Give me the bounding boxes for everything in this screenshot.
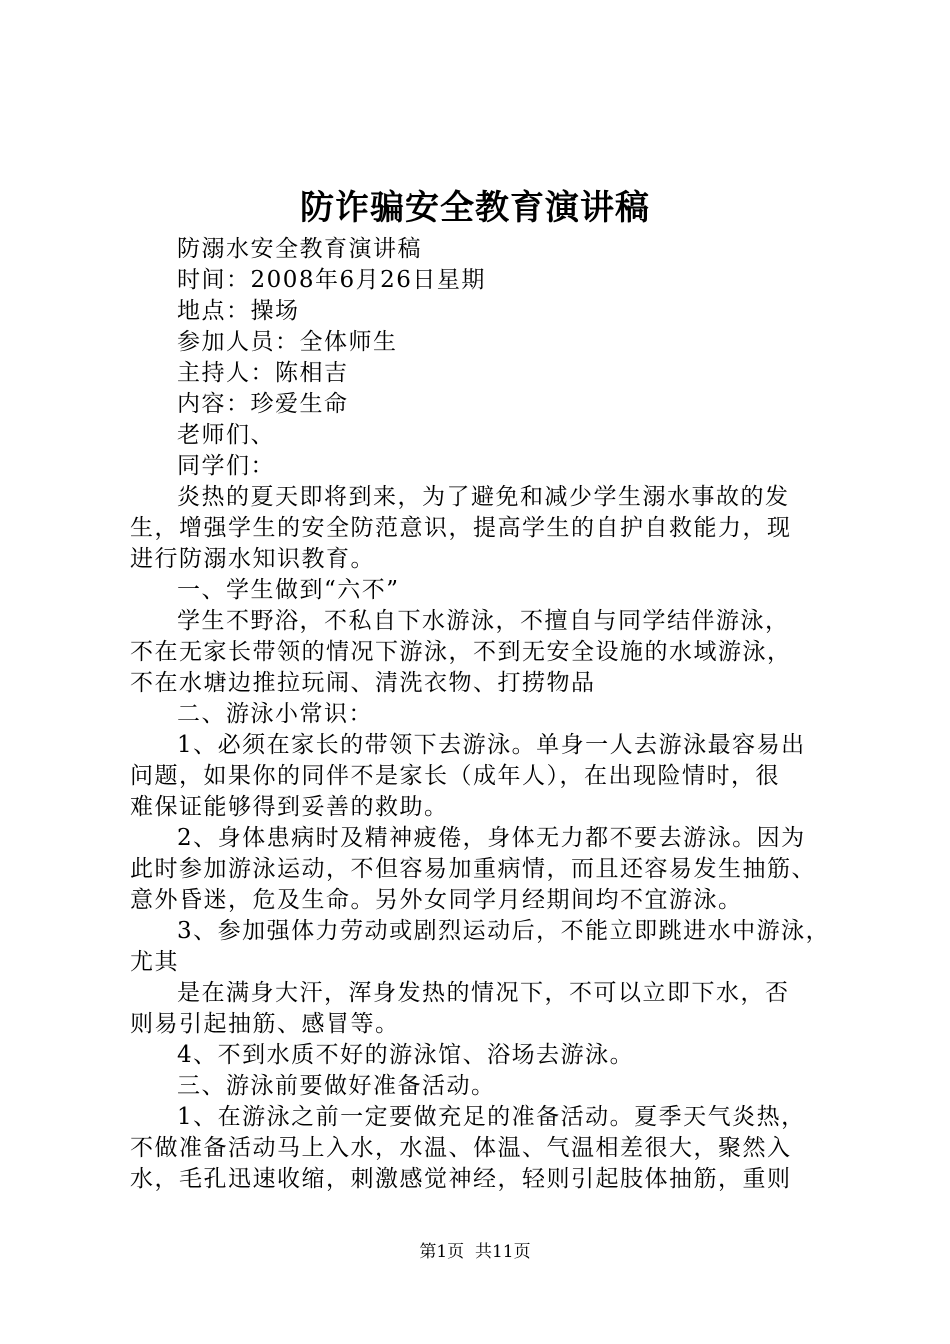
body-line: 防溺水安全教育演讲稿 (177, 236, 422, 262)
body-line: 意外昏迷，危及生命。另外女同学月经期间均不宜游泳。 (130, 887, 743, 913)
body-line: 问题，如果你的同伴不是家长（成年人），在出现险情时，很 (130, 763, 780, 789)
body-line: 老师们、 (177, 422, 275, 448)
page-footer: 第1页 共11页 (419, 1242, 531, 1262)
document-title: 防诈骗安全教育演讲稿 (300, 188, 650, 228)
body-line: 一、学生做到“六不” (177, 577, 400, 603)
body-line: 内容：珍爱生命 (177, 391, 349, 417)
body-line: 3、参加强体力劳动或剧烈运动后，不能立即跳进水中游泳， (177, 918, 831, 944)
body-line: 不在无家长带领的情况下游泳，不到无安全设施的水域游泳， (130, 639, 792, 665)
body-line: 1、在游泳之前一定要做充足的准备活动。夏季天气炎热， (177, 1104, 806, 1130)
body-line: 学生不野浴，不私自下水游泳，不擅自与同学结伴游泳， (177, 608, 790, 634)
body-line: 2、身体患病时及精神疲倦，身体无力都不要去游泳。因为 (177, 825, 806, 851)
body-line: 尤其 (130, 949, 179, 975)
document-body (130, 234, 835, 1195)
body-line: 4、不到水质不好的游泳馆、浴场去游泳。 (177, 1042, 635, 1068)
body-line: 参加人员：全体师生 (177, 329, 398, 355)
body-line: 时间：2008年6月26日星期 (177, 267, 486, 293)
body-line: 地点：操场 (177, 298, 300, 324)
body-line: 二、游泳小常识： (177, 701, 373, 727)
body-line: 同学们： (177, 453, 275, 479)
body-line: 不在水塘边推拉玩闹、清洗衣物、打捞物品 (130, 670, 596, 696)
body-line: 水，毛孔迅速收缩，刺激感觉神经，轻则引起肢体抽筋，重则 (130, 1166, 792, 1192)
body-line: 炎热的夏天即将到来，为了避免和减少学生溺水事故的发 (177, 484, 790, 510)
body-line: 不做准备活动马上入水，水温、体温、气温相差很大，聚然入 (130, 1135, 792, 1161)
body-line: 是在满身大汗，浑身发热的情况下，不可以立即下水，否 (177, 980, 790, 1006)
body-line: 1、必须在家长的带领下去游泳。单身一人去游泳最容易出 (177, 732, 806, 758)
body-line: 生，增强学生的安全防范意识，提高学生的自护自救能力，现 (130, 515, 792, 541)
body-line: 难保证能够得到妥善的救助。 (130, 794, 449, 820)
body-line: 主持人：陈相吉 (177, 360, 349, 386)
body-line: 此时参加游泳运动，不但容易加重病情，而且还容易发生抽筋、 (130, 856, 816, 882)
body-line: 则易引起抽筋、感冒等。 (130, 1011, 400, 1037)
body-line: 三、游泳前要做好准备活动。 (177, 1073, 496, 1099)
body-line: 进行防溺水知识教育。 (130, 546, 375, 572)
